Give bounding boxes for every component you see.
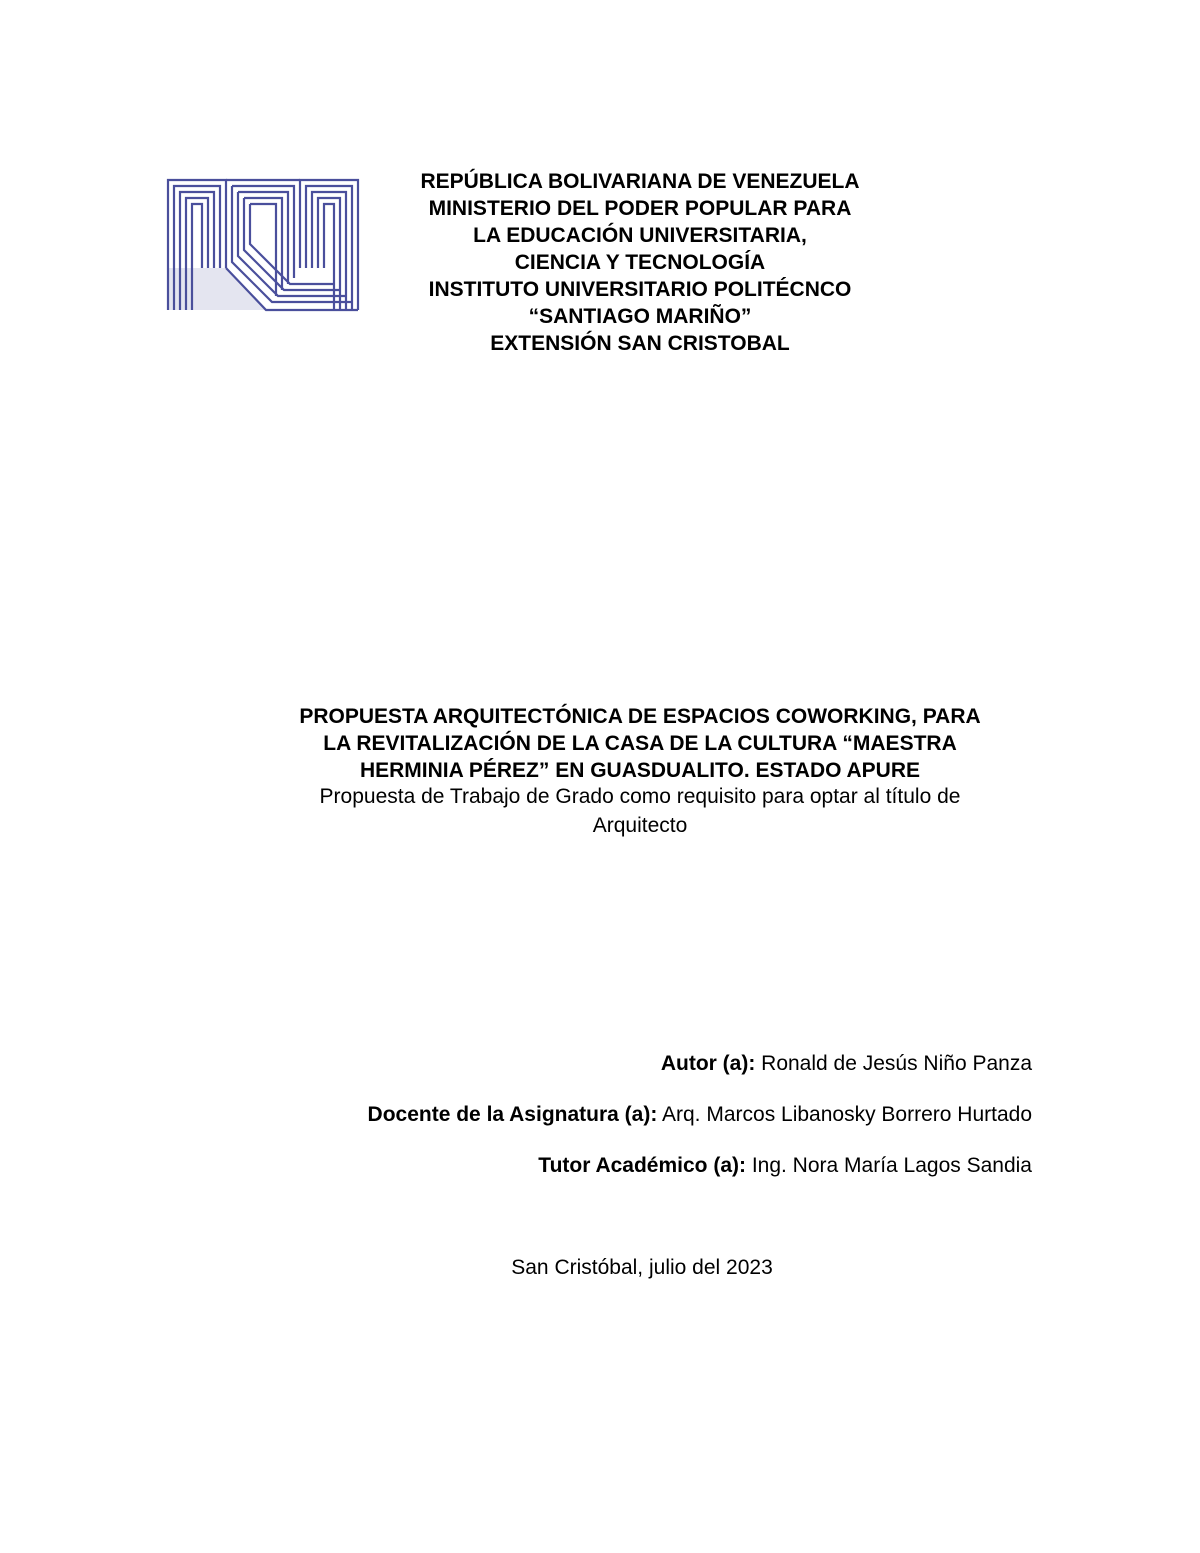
place-date: San Cristóbal, julio del 2023: [511, 1256, 773, 1279]
author-value: Ronald de Jesús Niño Panza: [755, 1052, 1032, 1075]
header-line: INSTITUTO UNIVERSITARIO POLITÉCNCO: [428, 278, 852, 301]
title-line: HERMINIA PÉREZ” EN GUASDUALITO. ESTADO APURE: [359, 759, 921, 782]
title-line: PROPUESTA ARQUITECTÓNICA DE ESPACIOS COWORKING, PARA: [299, 705, 981, 728]
document-subtitle: [200, 782, 1080, 840]
teacher-label: Docente de la Asignatura (a):: [367, 1103, 658, 1126]
header-line: REPÚBLICA BOLIVARIANA DE VENEZUELA: [420, 170, 860, 193]
author-label: Autor (a):: [660, 1052, 756, 1075]
header-line: MINISTERIO DEL PODER POPULAR PARA: [428, 197, 852, 220]
institution-header: [360, 168, 920, 357]
header-line: “SANTIAGO MARIÑO”: [528, 305, 752, 328]
title-line: LA REVITALIZACIÓN DE LA CASA DE LA CULTURA “MAESTRA: [323, 732, 957, 755]
subtitle-line: Propuesta de Trabajo de Grado como requisito para optar al título de: [319, 785, 961, 808]
document-title: [200, 703, 1080, 784]
tutor-label: Tutor Académico (a):: [538, 1154, 746, 1177]
header-line: CIENCIA Y TECNOLOGÍA: [514, 251, 766, 274]
header-line: EXTENSIÓN SAN CRISTOBAL: [490, 332, 790, 355]
tutor-line: [132, 1154, 1032, 1178]
teacher-line: [132, 1103, 1032, 1127]
institution-logo-icon: [166, 178, 360, 312]
author-line: [132, 1052, 1032, 1076]
teacher-value: Arq. Marcos Libanosky Borrero Hurtado: [657, 1103, 1032, 1126]
header-line: LA EDUCACIÓN UNIVERSITARIA,: [473, 224, 807, 247]
tutor-value: Ing. Nora María Lagos Sandia: [745, 1154, 1032, 1177]
subtitle-line: Arquitecto: [592, 814, 688, 837]
